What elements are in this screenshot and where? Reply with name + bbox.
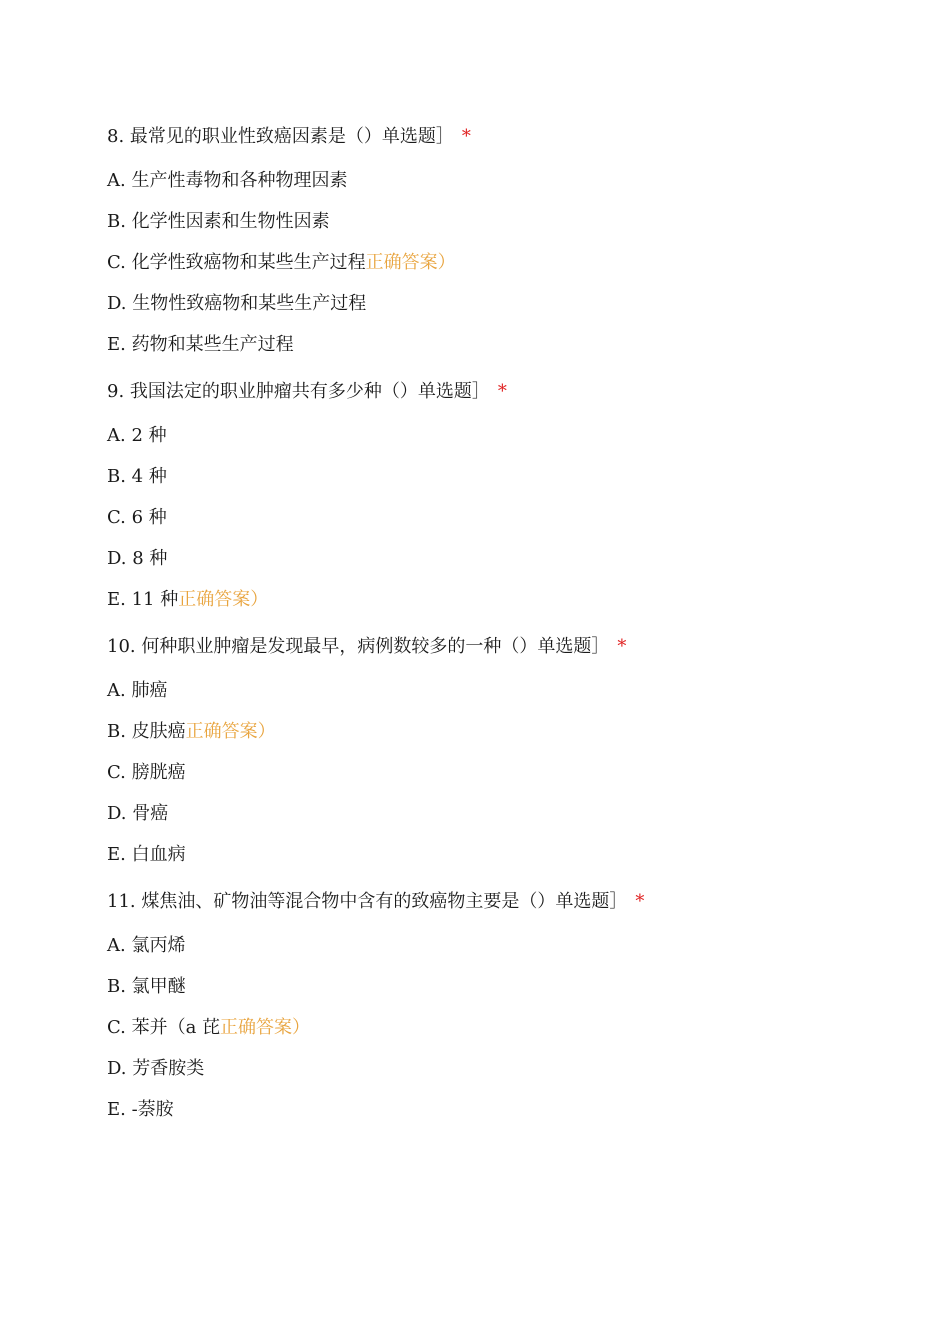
option-a[interactable] <box>107 677 907 704</box>
required-mark: * <box>635 891 645 912</box>
option-text: C. 苯并（a 芘 <box>107 1017 221 1038</box>
option-list <box>107 167 907 358</box>
option-b[interactable] <box>107 463 907 490</box>
option-text: B. 4 种 <box>107 466 167 487</box>
question-text: 8. 最常见的职业性致癌因素是（）单选题］ <box>107 126 454 147</box>
option-e[interactable] <box>107 841 907 868</box>
option-text: D. 芳香胺类 <box>107 1058 205 1079</box>
question-11 <box>107 886 907 1123</box>
option-c[interactable] <box>107 249 907 276</box>
required-mark: * <box>617 636 627 657</box>
option-text: B. 化学性因素和生物性因素 <box>107 211 330 232</box>
option-e[interactable] <box>107 1096 907 1123</box>
option-b[interactable] <box>107 718 907 745</box>
option-a[interactable] <box>107 932 907 959</box>
option-c[interactable] <box>107 1014 907 1041</box>
correct-answer-mark: 正确答案） <box>220 1017 311 1038</box>
option-text: D. 骨癌 <box>107 803 169 824</box>
option-list <box>107 422 907 613</box>
question-list <box>107 121 907 1137</box>
option-b[interactable] <box>107 973 907 1000</box>
option-text: A. 氯丙烯 <box>107 935 186 956</box>
question-8 <box>107 121 907 358</box>
option-text: C. 6 种 <box>107 507 167 528</box>
option-text: C. 膀胱癌 <box>107 762 186 783</box>
question-text: 10. 何种职业肿瘤是发现最早，病例数较多的一种（）单选题］ <box>107 636 610 657</box>
option-e[interactable] <box>107 331 907 358</box>
option-d[interactable] <box>107 290 907 317</box>
question-text: 9. 我国法定的职业肿瘤共有多少种（）单选题］ <box>107 381 490 402</box>
option-text: A. 生产性毒物和各种物理因素 <box>107 170 348 191</box>
correct-answer-mark: 正确答案） <box>178 589 269 610</box>
option-text: B. 皮肤癌 <box>107 721 186 742</box>
question-text: 11. 煤焦油、矿物油等混合物中含有的致癌物主要是（）单选题］ <box>107 891 628 912</box>
option-d[interactable] <box>107 1055 907 1082</box>
option-d[interactable] <box>107 800 907 827</box>
option-text: A. 2 种 <box>107 425 167 446</box>
option-list <box>107 932 907 1123</box>
correct-answer-mark: 正确答案） <box>185 721 276 742</box>
option-e[interactable] <box>107 586 907 613</box>
option-text: E. -萘胺 <box>107 1099 174 1120</box>
option-text: A. 肺癌 <box>107 680 168 701</box>
correct-answer-mark: 正确答案） <box>365 252 456 273</box>
required-mark: * <box>497 381 507 402</box>
option-text: D. 8 种 <box>107 548 168 569</box>
option-d[interactable] <box>107 545 907 572</box>
option-a[interactable] <box>107 422 907 449</box>
option-text: B. 氯甲醚 <box>107 976 186 997</box>
option-b[interactable] <box>107 208 907 235</box>
question-title <box>107 376 907 408</box>
question-title <box>107 631 907 663</box>
option-text: E. 11 种 <box>107 589 179 610</box>
option-list <box>107 677 907 868</box>
option-c[interactable] <box>107 504 907 531</box>
option-c[interactable] <box>107 759 907 786</box>
required-mark: * <box>461 126 471 147</box>
option-text: C. 化学性致癌物和某些生产过程 <box>107 252 366 273</box>
question-title <box>107 121 907 153</box>
option-text: E. 药物和某些生产过程 <box>107 334 294 355</box>
question-title <box>107 886 907 918</box>
option-text: D. 生物性致癌物和某些生产过程 <box>107 293 367 314</box>
option-text: E. 白血病 <box>107 844 186 865</box>
option-a[interactable] <box>107 167 907 194</box>
question-9 <box>107 376 907 613</box>
question-10 <box>107 631 907 868</box>
